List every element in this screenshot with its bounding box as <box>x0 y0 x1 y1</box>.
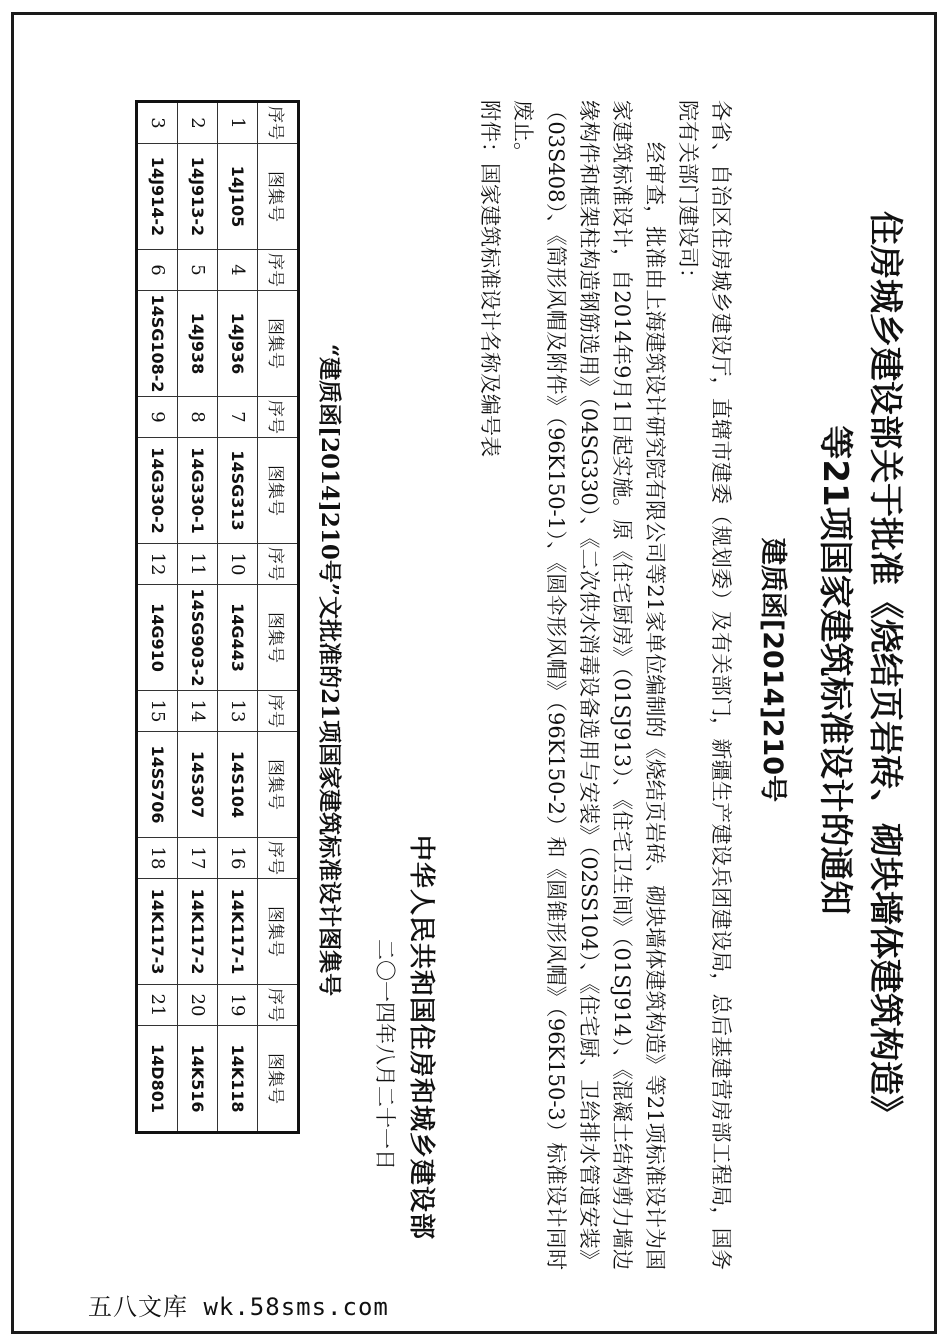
header-code: 图集号 <box>258 291 299 397</box>
table-row <box>218 102 258 1133</box>
cell-seq: 4 <box>218 250 258 291</box>
cell-seq: 20 <box>178 985 218 1026</box>
cell-seq: 21 <box>137 985 178 1026</box>
header-seq: 序号 <box>258 397 299 438</box>
cell-seq: 14 <box>178 691 218 732</box>
cell-seq: 16 <box>218 838 258 879</box>
header-code: 图集号 <box>258 585 299 691</box>
cell-code: 14SG313 <box>218 438 258 544</box>
cell-seq: 2 <box>178 102 218 144</box>
cell-code: 14S307 <box>178 732 218 838</box>
header-code: 图集号 <box>258 144 299 250</box>
title-line-2: 等21项国家建筑标准设计的通知 <box>815 425 855 915</box>
cell-seq: 11 <box>178 544 218 585</box>
header-seq: 序号 <box>258 544 299 585</box>
cell-seq: 1 <box>218 102 258 144</box>
cell-seq: 15 <box>137 691 178 732</box>
cell-code: 14G910 <box>137 585 178 691</box>
cell-code: 14K117-2 <box>178 879 218 985</box>
rotated-document <box>100 70 930 1270</box>
document-body <box>473 100 737 1270</box>
header-seq: 序号 <box>258 985 299 1026</box>
cell-code: 14G443 <box>218 585 258 691</box>
header-code: 图集号 <box>258 1026 299 1133</box>
cell-code: 14G330-2 <box>137 438 178 544</box>
cell-code: 14K516 <box>178 1026 218 1133</box>
cell-code: 14K117-1 <box>218 879 258 985</box>
cell-seq: 7 <box>218 397 258 438</box>
cell-code: 14SG108-2 <box>137 291 178 397</box>
attachment-line: 附件：国家建筑标准设计名称及编号表 <box>478 100 502 457</box>
cell-seq: 9 <box>137 397 178 438</box>
cell-seq: 19 <box>218 985 258 1026</box>
document-number: 建质函[2014]210号 <box>757 537 788 803</box>
cell-code: 14S104 <box>218 732 258 838</box>
header-code: 图集号 <box>258 879 299 985</box>
cell-code: 14J913-2 <box>178 144 218 250</box>
cell-code: 14J914-2 <box>137 144 178 250</box>
cell-code: 14J938 <box>178 291 218 397</box>
cell-seq: 10 <box>218 544 258 585</box>
cell-code: 14G330-1 <box>178 438 218 544</box>
cell-seq: 13 <box>218 691 258 732</box>
salutation: 各省、自治区住房城乡建设厅，直辖市建委（规划委）及有关部门，新疆生产建设兵团建设局，总后基建营房部工程局，国务院有关部门建设司： <box>676 100 733 1270</box>
atlas-codes-table <box>135 100 300 1134</box>
cell-seq: 18 <box>137 838 178 879</box>
title-line-1: 住房城乡建设部关于批准《烧结页岩砖、砌块墙体建筑构造》 <box>865 211 905 1129</box>
cell-code: 14J105 <box>218 144 258 250</box>
footer-watermark: 五八文库 wk.58sms.com <box>88 1293 389 1321</box>
body-paragraph: 经审查，批准由上海建筑设计研究院有限公司等21家单位编制的《烧结页岩砖、砌块墙体建筑构造》等21项标准设计为国家建筑标准设计，自2014年9月1日起实施。原《住宅厨房》（01SJ913）、《住宅卫生间》（01SJ914）、《混凝土结构剪力墙边缘构件和框架柱构造钢筋选用》（04SG330）、《二次供水消毒设备选用与安装》（02SS104）、《住宅厨、卫给排水管道安装》（03S408）、《筒形风帽及附件》（96K150-1）、《圆伞形风帽》（96K150-2）和《圆锥形风帽》（96K150-3）标准设计同时废止。 <box>511 100 667 1270</box>
header-seq: 序号 <box>258 838 299 879</box>
cell-code: 14J936 <box>218 291 258 397</box>
table-caption: “建质函[2014]210号”文批准的21项国家建筑标准设计图集号 <box>316 343 343 997</box>
table-row <box>178 102 218 1133</box>
table-row <box>137 102 178 1133</box>
header-code: 图集号 <box>258 732 299 838</box>
table-header-row <box>258 102 299 1133</box>
cell-code: 14SS706 <box>137 732 178 838</box>
cell-code: 14SG903-2 <box>178 585 218 691</box>
cell-code: 14D801 <box>137 1026 178 1133</box>
cell-seq: 6 <box>137 250 178 291</box>
issuer: 中华人民共和国住房和城乡建设部 <box>406 834 436 1240</box>
cell-seq: 12 <box>137 544 178 585</box>
header-seq: 序号 <box>258 102 299 144</box>
cell-seq: 3 <box>137 102 178 144</box>
cell-seq: 8 <box>178 397 218 438</box>
issue-date: 二〇一四年八月二十一日 <box>373 939 397 1170</box>
cell-seq: 17 <box>178 838 218 879</box>
header-seq: 序号 <box>258 691 299 732</box>
header-code: 图集号 <box>258 438 299 544</box>
cell-code: 14K118 <box>218 1026 258 1133</box>
cell-code: 14K117-3 <box>137 879 178 985</box>
header-seq: 序号 <box>258 250 299 291</box>
cell-seq: 5 <box>178 250 218 291</box>
document-title <box>810 70 910 1270</box>
signature-block <box>371 70 442 1240</box>
